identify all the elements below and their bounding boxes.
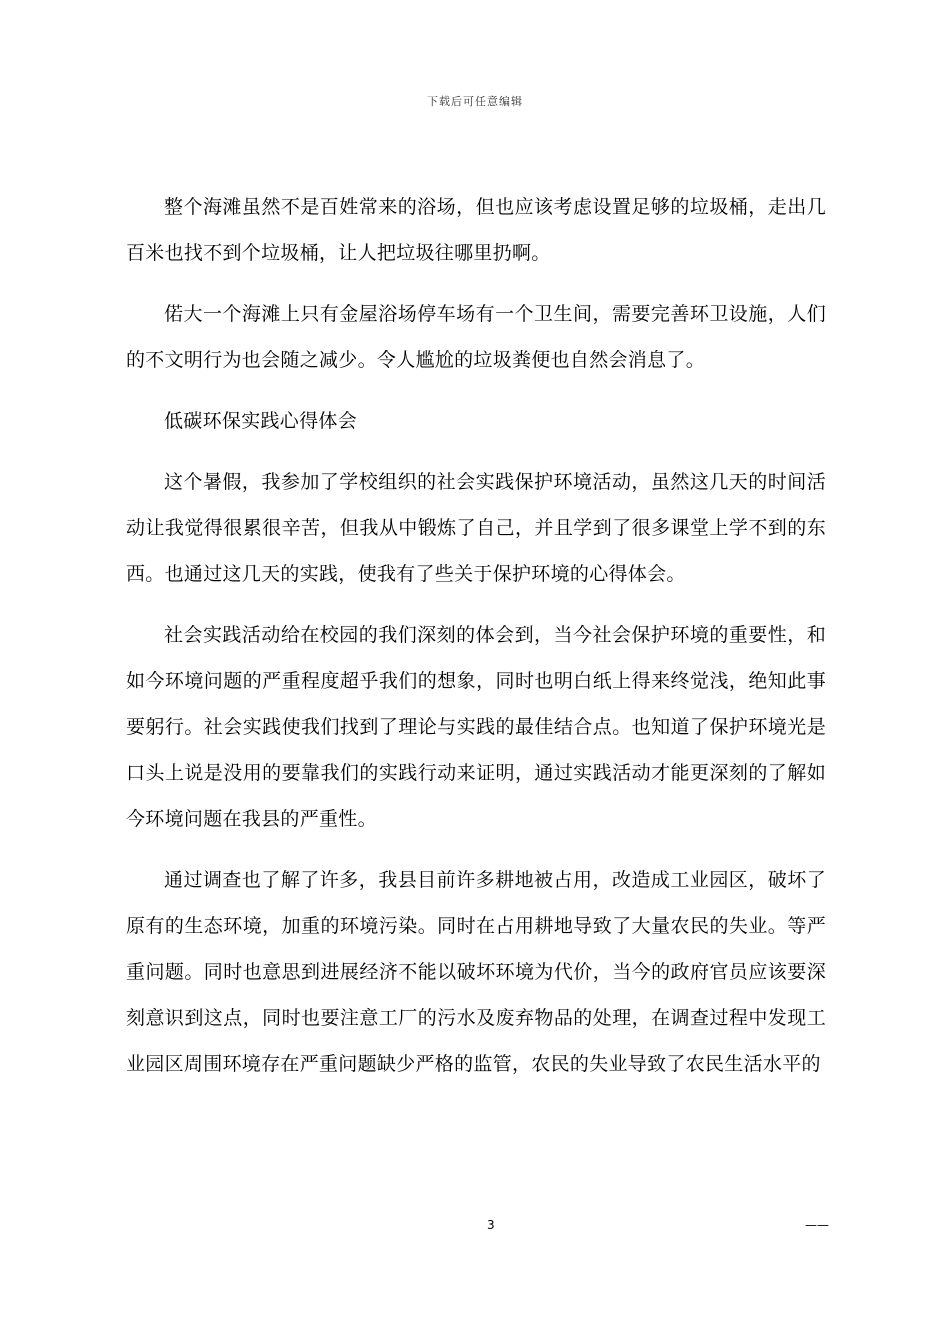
document-body (126, 184, 826, 1102)
page-number: 3 (487, 1218, 495, 1232)
page-header: 下载后可任意编辑 (427, 95, 523, 108)
paragraph-4: 社会实践活动给在校园的我们深刻的体会到，当今社会保护环境的重要性，和如今环境问题的严重程度超乎我们的想象，同时也明白纸上得来终觉浅，绝知此事要躬行。社会实践使我们找到了理论与实践的最佳结合点。也知道了保护环境光是口头上说是没用的要靠我们的实践行动来证明，通过实践活动才能更深刻的了解如今环境问题在我县的严重性。 (126, 624, 826, 830)
footer-dash: —— (805, 1218, 829, 1232)
paragraph-2: 偌大一个海滩上只有金屋浴场停车场有一个卫生间，需要完善环卫设施，人们的不文明行为也会随之减少。令人尴尬的垃圾粪便也自然会消息了。 (126, 303, 826, 371)
paragraph-5: 通过调查也了解了许多，我县目前许多耕地被占用，改造成工业园区，破坏了原有的生态环境，加重的环境污染。同时在占用耕地导致了大量农民的失业。等严重问题。同时也意思到进展经济不能以破坏环境为代价，当今的政府官员应该要深刻意识到这点，同时也要注意工厂的污水及废弃物品的处理，在调查过程中发现工业园区周围环境存在严重问题缺少严格的监管，农民的失业导致了农民生活水平的 (126, 869, 826, 1075)
paragraph-3: 这个暑假，我参加了学校组织的社会实践保护环境活动，虽然这几天的时间活动让我觉得很累很辛苦，但我从中锻炼了自己，并且学到了很多课堂上学不到的东西。也通过这几天的实践，使我有了些关于保护环境的心得体会。 (126, 471, 826, 585)
paragraph-1: 整个海滩虽然不是百姓常来的浴场，但也应该考虑设置足够的垃圾桶，走出几百米也找不到个垃圾桶，让人把垃圾往哪里扔啊。 (126, 196, 826, 264)
section-heading: 低碳环保实践心得体会 (164, 410, 358, 432)
